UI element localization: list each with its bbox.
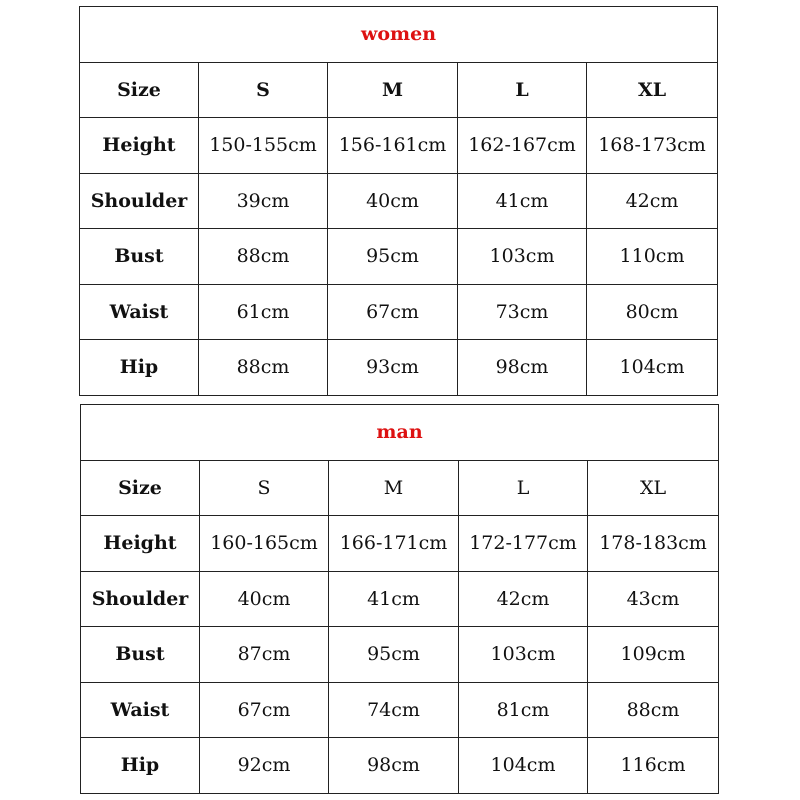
table-title-row xyxy=(80,7,718,63)
size-header: M xyxy=(328,62,458,118)
table-cell: 178-183cm xyxy=(588,516,719,572)
table-cell: 98cm xyxy=(458,340,587,396)
size-header-row xyxy=(80,62,718,118)
table-cell: 42cm xyxy=(587,173,718,229)
table-cell: 168-173cm xyxy=(587,118,718,174)
table-cell: 172-177cm xyxy=(459,516,588,572)
row-label: Bust xyxy=(81,627,200,683)
row-label: Hip xyxy=(80,340,199,396)
table-cell: 166-171cm xyxy=(329,516,459,572)
row-label: Height xyxy=(81,516,200,572)
size-header: S xyxy=(200,460,329,516)
table-cell: 103cm xyxy=(458,229,587,285)
table-cell: 95cm xyxy=(328,229,458,285)
table-cell: 92cm xyxy=(200,738,329,794)
table-cell: 80cm xyxy=(587,284,718,340)
table-title: man xyxy=(81,405,719,461)
size-header-row xyxy=(81,460,719,516)
table-cell: 156-161cm xyxy=(328,118,458,174)
table-cell: 43cm xyxy=(588,571,719,627)
table-cell: 73cm xyxy=(458,284,587,340)
table-cell: 88cm xyxy=(199,340,328,396)
row-label: Size xyxy=(80,62,199,118)
women-size-table xyxy=(79,6,718,396)
size-header: XL xyxy=(587,62,718,118)
table-cell: 160-165cm xyxy=(200,516,329,572)
table-cell: 40cm xyxy=(328,173,458,229)
row-label: Waist xyxy=(80,284,199,340)
table-row xyxy=(80,229,718,285)
size-header: M xyxy=(329,460,459,516)
table-cell: 103cm xyxy=(459,627,588,683)
size-header: S xyxy=(199,62,328,118)
table-row xyxy=(80,173,718,229)
table-row xyxy=(80,340,718,396)
table-cell: 87cm xyxy=(200,627,329,683)
table-row xyxy=(81,571,719,627)
table-row xyxy=(81,627,719,683)
table-cell: 110cm xyxy=(587,229,718,285)
table-cell: 39cm xyxy=(199,173,328,229)
table-cell: 95cm xyxy=(329,627,459,683)
table-cell: 150-155cm xyxy=(199,118,328,174)
row-label: Waist xyxy=(81,682,200,738)
table-cell: 40cm xyxy=(200,571,329,627)
size-header: L xyxy=(458,62,587,118)
table-cell: 41cm xyxy=(329,571,459,627)
table-title-row xyxy=(81,405,719,461)
table-row xyxy=(81,516,719,572)
size-header: L xyxy=(459,460,588,516)
table-cell: 81cm xyxy=(459,682,588,738)
table-title: women xyxy=(80,7,718,63)
row-label: Height xyxy=(80,118,199,174)
table-cell: 74cm xyxy=(329,682,459,738)
table-row xyxy=(80,284,718,340)
table-cell: 93cm xyxy=(328,340,458,396)
man-size-table xyxy=(80,404,719,794)
row-label: Hip xyxy=(81,738,200,794)
table-row xyxy=(81,682,719,738)
table-row xyxy=(81,738,719,794)
row-label: Bust xyxy=(80,229,199,285)
row-label: Size xyxy=(81,460,200,516)
table-cell: 61cm xyxy=(199,284,328,340)
table-cell: 98cm xyxy=(329,738,459,794)
table-cell: 41cm xyxy=(458,173,587,229)
table-cell: 109cm xyxy=(588,627,719,683)
row-label: Shoulder xyxy=(80,173,199,229)
table-cell: 88cm xyxy=(199,229,328,285)
table-cell: 104cm xyxy=(459,738,588,794)
table-row xyxy=(80,118,718,174)
table-cell: 42cm xyxy=(459,571,588,627)
table-cell: 67cm xyxy=(200,682,329,738)
table-cell: 88cm xyxy=(588,682,719,738)
table-cell: 67cm xyxy=(328,284,458,340)
table-cell: 116cm xyxy=(588,738,719,794)
table-cell: 162-167cm xyxy=(458,118,587,174)
row-label: Shoulder xyxy=(81,571,200,627)
size-header: XL xyxy=(588,460,719,516)
table-cell: 104cm xyxy=(587,340,718,396)
